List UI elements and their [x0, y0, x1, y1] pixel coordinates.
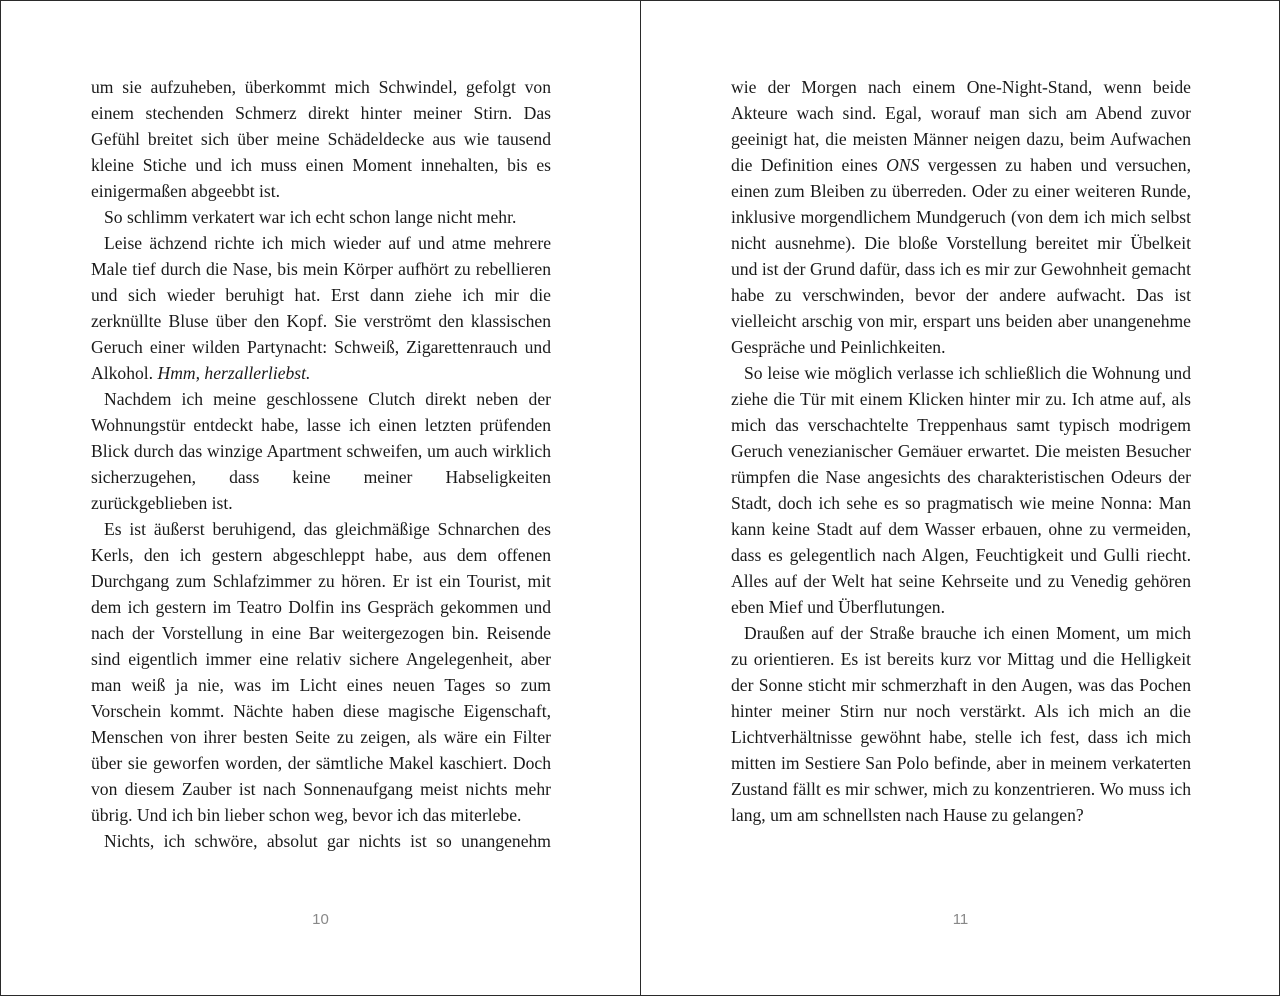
paragraph: Draußen auf der Straße brauche ich einen Moment, um mich zu orientieren. Es ist bereits kurz vor Mittag und die Helligkeit der Sonne sticht mir schmerzhaft in den Augen, was das Pochen hinter meiner Stirn nur noch verstärkt. Als ich mich an die Lichtverhältnisse gewöhnt habe, stelle ich fest, dass ich mich mitten im Sestiere San Polo befinde, aber in meinem verkaterten Zustand fällt es mir schwer, mich zu konzentrieren. Wo muss ich lang, um am schnellsten nach Hause zu gelangen? [731, 623, 1191, 825]
paragraph [731, 74, 1191, 360]
paragraph: Es ist äußerst beruhigend, das gleichmäßige Schnarchen des Kerls, den ich gestern abgeschleppt habe, aus dem offenen Durchgang zum Schlafzimmer zu hören. Er ist ein Tourist, mit dem ich gestern im Teatro Dolfin ins Gespräch gekommen und nach der Vorstellung in eine Bar weitergezogen bin. Reisende sind eigentlich immer eine relativ sichere Angelegenheit, aber man weiß ja nie, was im Licht eines neuen Tages so zum Vorschein kommt. Nächte haben diese magische Eigenschaft, Menschen von ihrer besten Seite zu zeigen, als wäre ein Filter über sie geworfen worden, der sämtliche Makel kaschiert. Doch von diesem Zauber ist nach Sonnenaufgang meist nichts mehr übrig. Und ich bin lieber schon weg, bevor ich das miterlebe. [91, 519, 551, 825]
right-page [641, 1, 1280, 995]
paragraph-text: Leise ächzend richte ich mich wieder auf und atme mehrere Male tief durch die Nase, bis mein Körper aufhört zu rebellieren und sich wieder beruhigt hat. Erst dann ziehe ich mir die zerknüllte Bluse über den Kopf. Sie verströmt den klassischen Geruch einer wilden Partynacht: Schweiß, Zigarettenrauch und Alkohol. [91, 233, 551, 383]
paragraph: Nachdem ich meine geschlossene Clutch direkt neben der Wohnungstür entdeckt habe, lasse ich einen letzten prüfenden Blick durch das winzige Apartment schweifen, um auch wirklich sicherzugehen, dass keine meiner Habseligkeiten zurückgeblieben ist. [91, 389, 551, 513]
italic-abbreviation: ONS [886, 155, 920, 175]
page-number: 11 [952, 911, 969, 928]
left-page-text [91, 74, 551, 854]
italic-phrase: Hmm, herzallerliebst. [157, 363, 311, 383]
paragraph-text: vergessen zu haben und versuchen, einen zum Bleiben zu überreden. Oder zu einer weiteren Runde, inklusive morgendlichem Mundgeruch (von dem ich mich selbst nicht ausnehme). Die bloße Vorstellung bereitet mir Übelkeit und ist der Grund dafür, dass ich es mir zur Gewohnheit gemacht habe zu verschwinden, bevor der andere aufwacht. Das ist vielleicht arschig von mir, erspart uns beiden aber unangenehme Gespräche und Peinlichkeiten. [731, 155, 1191, 357]
paragraph: Nichts, ich schwöre, absolut gar nichts ist so unangenehm [104, 831, 551, 851]
page-number: 10 [312, 911, 329, 928]
left-page [1, 1, 640, 995]
right-page-text [731, 74, 1191, 828]
paragraph [91, 230, 551, 386]
paragraph: So leise wie möglich verlasse ich schließlich die Wohnung und ziehe die Tür mit einem Klicken hinter mir zu. Ich atme auf, als mich das verschachtelte Treppenhaus samt typisch modrigem Geruch venezianischer Gemäuer erwartet. Die meisten Besucher rümpfen die Nase angesichts des charakteristischen Odeurs der Stadt, doch ich sehe es so pragmatisch wie meine Nonna: Man kann keine Stadt auf dem Wasser erbauen, ohne zu vermeiden, dass es gelegentlich nach Algen, Feuchtigkeit und Gulli riecht. Alles auf der Welt hat seine Kehrseite und zu Venedig gehören eben Mief und Überflutungen. [731, 363, 1191, 617]
paragraph-text: wie der Morgen nach einem One-Night-Stand, wenn beide Akteure wach sind. Egal, worauf man sich am Abend zuvor geeinigt hat, die meisten Männer neigen dazu, beim Aufwachen die Definition eines [731, 77, 1191, 175]
paragraph: um sie aufzuheben, überkommt mich Schwindel, gefolgt von einem stechenden Schmerz direkt hinter meiner Stirn. Das Gefühl breitet sich über meine Schädeldecke aus wie tausend kleine Stiche und ich muss einen Moment innehalten, bis es einigermaßen abgeebbt ist. [91, 77, 551, 201]
paragraph: So schlimm verkatert war ich echt schon lange nicht mehr. [104, 207, 517, 227]
